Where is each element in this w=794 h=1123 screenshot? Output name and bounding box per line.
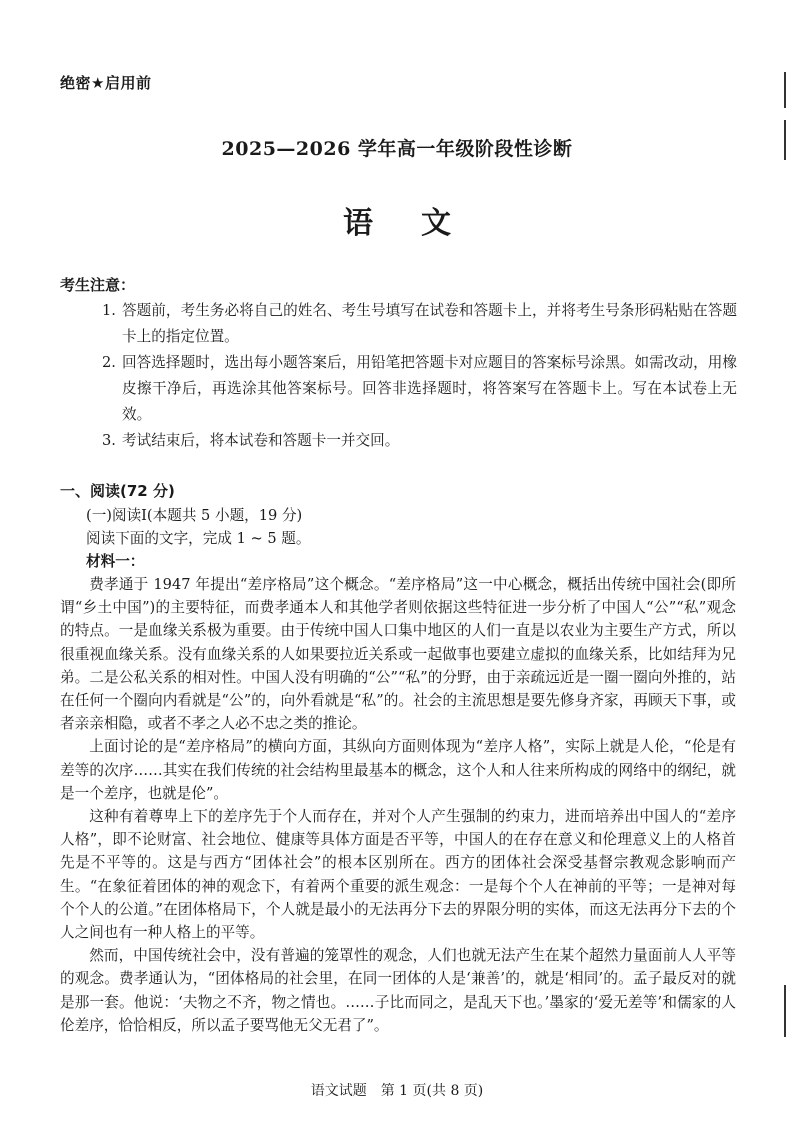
passage-paragraph: 这种有着尊卑上下的差序先于个人而存在，并对个人产生强制的约束力，进而培养出中国人的“差序人格”，即不论财富、社会地位、健康等具体方面是否平等，中国人的在存在意义和伦理意义上的人格首先是不平等的。这是与西方“团体社会”的根本区别所在。西方的团体社会深受基督宗教观念影响而产生。“在象征着团体的神的观念下，有着两个重要的派生观念：一是每个个人在神前的平等；一是神对每个个人的公道。”在团体格局下，个人就是最小的无法再分下去的界限分明的实体，而这无法再分下去的个人之间也有一种人格上的平等。 [60,808,736,942]
section-heading: 一、阅读(72 分) [60,482,175,500]
reading-instruction: 阅读下面的文字，完成 1 ~ 5 题。 [86,530,311,547]
notice-item [102,350,737,428]
notice-title: 考生注意： [60,276,136,294]
notice-item-text: 答题前，考生务必将自己的姓名、考生号填写在试卷和答题卡上，并将考生号条形码粘贴在答题卡上的指定位置。 [122,302,737,345]
notice-item-text: 回答选择题时，选出每小题答案后，用铅笔把答题卡对应题目的答案标号涂黑。如需改动，用橡皮擦干净后，再选涂其他答案标号。回答非选择题时，将答案写在答题卡上。写在本试卷上无效。 [122,354,737,423]
passage-paragraph: 上面讨论的是“差序格局”的横向方面，其纵向方面则体现为“差序人格”，实际上就是人伦，“伦是有差等的次序……其实在我们传统的社会结构里最基本的概念，这个人和人往来所构成的网络中的纲纪，就是一个差序，也就是伦”。 [60,738,736,802]
notice-item [102,428,737,454]
subject-title: 语文 [343,206,499,241]
passage-paragraph: 然而，中国传统社会中，没有普遍的笼罩性的观念，人们也就无法产生在某个超然力量面前人人平等的观念。费孝通认为，“团体格局的社会里，在同一团体的人是‘兼善’的，就是‘相同’的。孟子最反对的就是那一套。他说：‘夫物之不齐，物之情也。……子比而同之，是乱天下也。’墨家的‘爱无差等’和儒家的人伦差序，恰恰相反，所以孟子要骂他无父无君了”。 [60,947,736,1034]
confidential-label: 绝密★启用前 [60,74,152,92]
binding-margin-mark [784,985,786,1037]
notice-item-text: 考试结束后，将本试卷和答题卡一并交回。 [122,432,400,449]
exam-title: 2025—2026 学年高一年级阶段性诊断 [221,138,573,160]
page-footer: 语文试题 第 1 页(共 8 页) [310,1083,484,1099]
binding-margin-mark [784,120,786,160]
passage-paragraph: 费孝通于 1947 年提出“差序格局”这个概念。“差序格局”这一中心概念，概括出传统中国社会(即所谓“乡土中国”)的主要特征，而费孝通本人和其他学者则依据这些特征进一步分析了中国人“公”“私”观念的特点。一是血缘关系极为重要。由于传统中国人口集中地区的人们一直是以农业为主要生产方式，所以很重视血缘关系。没有血缘关系的人如果要拉近关系或一起做事也要建立虚拟的血缘关系，比如结拜为兄弟。二是公私关系的相对性。中国人没有明确的“公”“私”的分野，由于亲疏远近是一圈一圈向外推的，站在任何一个圈向内看就是“公”的，向外看就是“私”的。社会的主流思想是要先修身齐家，再顾天下事，或者亲亲相隐，或者不孝之人必不忠之类的推论。 [60,576,736,733]
notice-list [102,298,737,454]
section-subheading: (一)阅读Ⅰ(本题共 5 小题，19 分) [86,507,303,524]
binding-margin-mark [784,72,786,108]
notice-item-number: 1. [102,302,116,319]
notice-item-number: 2. [102,354,116,371]
notice-item-number: 3. [102,432,116,449]
notice-item [102,298,737,350]
material-label: 材料一： [86,553,145,570]
reading-passage [60,573,736,1037]
